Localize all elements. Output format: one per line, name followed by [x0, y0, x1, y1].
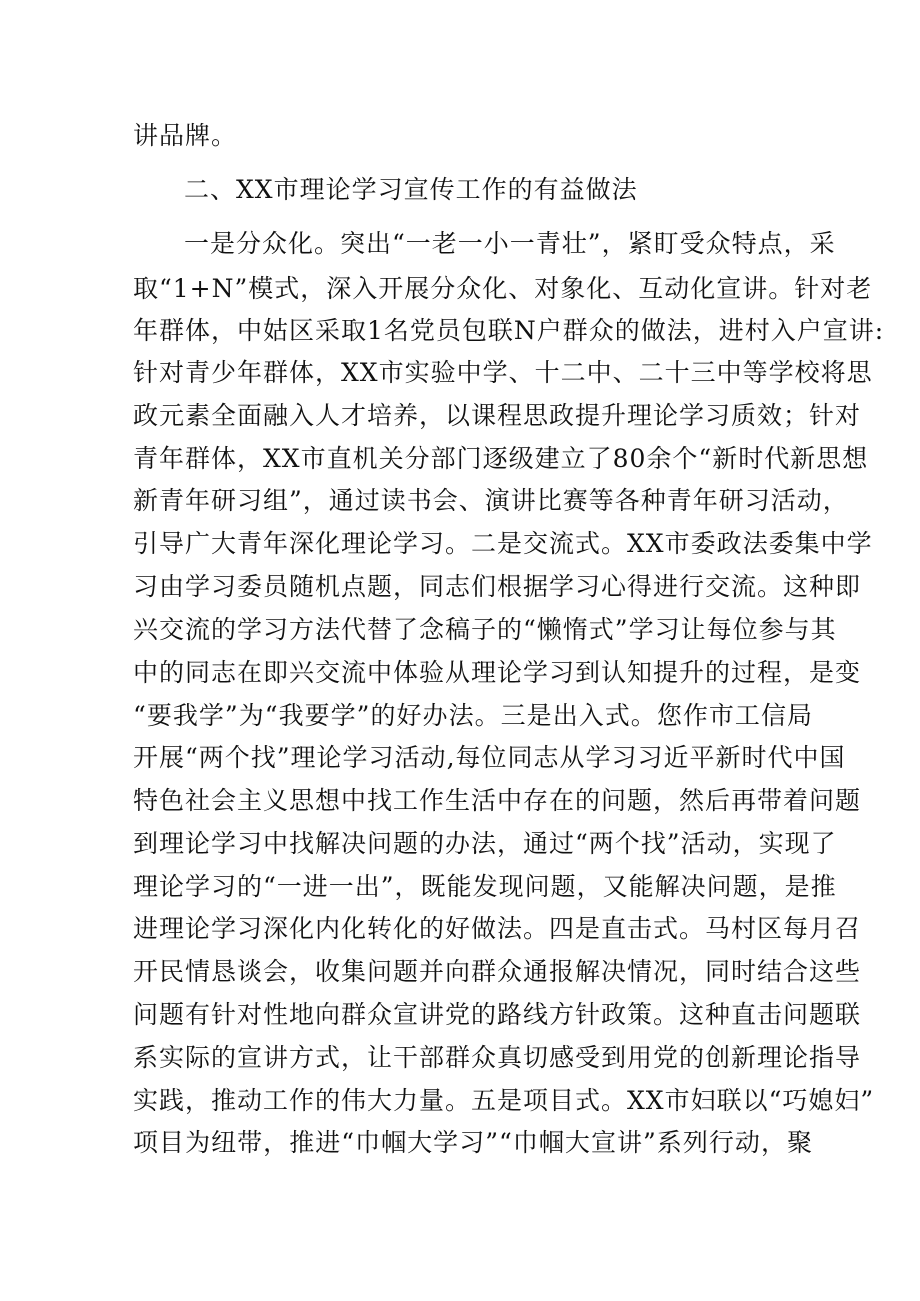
paragraph-continuation: 讲品牌。 — [133, 121, 238, 150]
body-line-9: 习由学习委员随机点题，同志们根据学习心得进行交流。这种即 — [133, 572, 862, 601]
body-line-6: 青年群体，XX市直机关分部门逐级建立了80余个“新时代新思想 — [133, 444, 869, 473]
body-line-1: 一是分众化。突出“一老一小一青壮”，紧盯受众特点，采 — [184, 229, 836, 258]
body-line-15: 到理论学习中找解决问题的办法，通过“两个找”活动，实现了 — [133, 829, 837, 858]
body-line-11: 中的同志在即兴交流中体验从理论学习到认知提升的过程，是变 — [133, 658, 862, 687]
body-line-19: 问题有针对性地向群众宣讲党的路线方针政策。这种直击问题联 — [133, 1000, 862, 1029]
body-line-2: 取“1+N”模式，深入开展分众化、对象化、互动化宣讲。针对老 — [133, 274, 873, 303]
body-line-5: 政元素全面融入人才培养，以课程思政提升理论学习质效；针对 — [133, 401, 862, 430]
body-line-3: 年群体，中姑区采取1名党员包联N户群众的做法，进村入户宣讲: — [133, 316, 885, 345]
body-line-7: 新青年研习组”，通过读书会、演讲比赛等各种青年研习活动， — [133, 486, 849, 515]
body-line-14: 特色社会主义思想中找工作生活中存在的问题，然后再带着问题 — [133, 786, 862, 815]
body-line-18: 开民情恳谈会，收集问题并向群众通报解决情况，同时结合这些 — [133, 957, 862, 986]
body-line-8: 引导广大青年深化理论学习。二是交流式。XX市委政法委集中学 — [133, 529, 873, 558]
body-line-10: 兴交流的学习方法代替了念稿子的“懒惰式”学习让每位参与其 — [133, 615, 837, 644]
body-line-20: 系实际的宣讲方式，让干部群众真切感受到用党的创新理论指导 — [133, 1043, 862, 1072]
body-line-13: 开展“两个找”理论学习活动,每位同志从学习习近平新时代中国 — [133, 743, 846, 772]
body-line-16: 理论学习的“一进一出”，既能发现问题，又能解决问题，是推 — [133, 872, 837, 901]
body-line-4: 针对青少年群体，XX市实验中学、十二中、二十三中等学校将思 — [133, 358, 873, 387]
body-line-17: 进理论学习深化内化转化的好做法。四是直击式。马村区每月召 — [133, 914, 862, 943]
section-heading: 二、XX市理论学习宣传工作的有益做法 — [184, 175, 638, 204]
body-line-12: “要我学”为“我要学”的好办法。三是出入式。您作市工信局 — [133, 701, 813, 730]
body-line-22: 项目为纽带，推进“巾帼大学习”“巾帼大宣讲”系列行动，聚 — [133, 1128, 813, 1157]
body-line-21: 实践，推动工作的伟大力量。五是项目式。XX市妇联以“巧媳妇” — [133, 1086, 875, 1115]
